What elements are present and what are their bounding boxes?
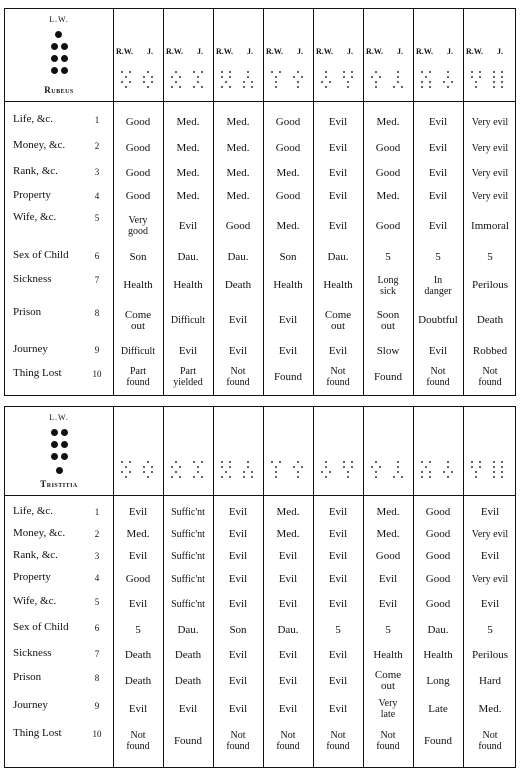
figure-dot: [51, 453, 58, 460]
table-cell: Evil: [328, 505, 348, 518]
table-cell: Evil: [328, 166, 348, 179]
table-cell: Robbed: [472, 344, 508, 357]
row-label: Money, &c.: [13, 527, 66, 539]
row-label: Prison: [13, 671, 42, 683]
column-divider: [463, 9, 464, 395]
table-cell: 5: [335, 623, 341, 636]
table-cell: Evil: [228, 597, 248, 610]
table-cell: Good: [125, 141, 151, 154]
table-cell: 5: [385, 623, 391, 636]
figure-dot: [61, 441, 68, 448]
table-cell: Late: [428, 702, 448, 715]
table-cell: Good: [425, 597, 451, 610]
row-label: Rank, &c.: [13, 165, 58, 177]
figure-dot: [61, 429, 68, 436]
table-cell: Med.: [226, 115, 250, 128]
table-cell: Death: [476, 314, 504, 326]
table-cell: Evil: [128, 597, 148, 610]
table-cell: Good: [425, 549, 451, 562]
table-cell: Suffic'nt: [171, 506, 205, 518]
table-cell: Not found: [426, 366, 450, 388]
table-cell: Evil: [480, 549, 500, 562]
table-cell: Evil: [480, 597, 500, 610]
table-cell: Good: [125, 115, 151, 128]
table-cell: Evil: [328, 702, 348, 715]
table-cell: Evil: [278, 314, 298, 326]
table-cell: 5: [487, 623, 493, 636]
j-header: J.: [247, 47, 253, 56]
geomantic-figure-icon: [5, 429, 113, 479]
column-divider: [363, 9, 364, 395]
table-cell: Good: [125, 166, 151, 179]
table-cell: Death: [174, 648, 202, 661]
row-number: 1: [94, 115, 100, 125]
table-cell: Part yielded: [173, 366, 203, 388]
j-header: J.: [297, 47, 303, 56]
table-cell: Dau.: [227, 250, 249, 263]
table-cell: Evil: [228, 572, 248, 585]
table-cell: Evil: [328, 189, 348, 202]
j-header: J.: [497, 47, 503, 56]
table-cell: Evil: [228, 674, 248, 687]
row-number: 9: [94, 701, 100, 711]
table-cell: Evil: [228, 314, 248, 326]
table-cell: Med.: [376, 189, 400, 202]
table-cell: Very evil: [471, 573, 509, 585]
column-divider: [413, 9, 414, 395]
table-cell: Evil: [178, 702, 198, 715]
row-number: 8: [94, 673, 100, 683]
table-cell: Very evil: [471, 190, 509, 202]
table-cell: Evil: [428, 166, 448, 179]
figure-dot: [61, 67, 68, 74]
row-number: 7: [94, 275, 100, 285]
row-number: 10: [92, 369, 102, 379]
row-number: 2: [94, 141, 100, 151]
table-cell: Very evil: [471, 528, 509, 540]
column-divider: [163, 9, 164, 395]
row-number: 10: [92, 729, 102, 739]
table-cell: Health: [173, 279, 203, 291]
column-divider: [213, 9, 214, 395]
table-cell: Perilous: [471, 279, 509, 291]
table-cell: Evil: [228, 702, 248, 715]
table-cell: Evil: [228, 549, 248, 562]
row-label: Journey: [13, 699, 48, 711]
table-cell: Evil: [328, 115, 348, 128]
table-cell: Good: [375, 219, 401, 232]
table-cell: Evil: [278, 344, 298, 357]
table-cell: Not found: [226, 730, 250, 752]
table-cell: Long: [426, 674, 450, 687]
table-cell: Evil: [278, 648, 298, 661]
row-number: 5: [94, 597, 100, 607]
table-cell: Good: [275, 189, 301, 202]
table-cell: Not found: [326, 366, 350, 388]
table-header: [5, 9, 515, 102]
row-label: Thing Lost: [13, 367, 62, 379]
table-cell: Evil: [278, 549, 298, 562]
table-cell: Good: [425, 505, 451, 518]
table-cell: Evil: [228, 527, 248, 540]
table-cell: Med.: [478, 702, 502, 715]
table-cell: Dau.: [327, 250, 349, 263]
table-cell: Med.: [176, 189, 200, 202]
table-cell: Good: [425, 572, 451, 585]
table-cell: Part found: [126, 366, 150, 388]
table-cell: Not found: [478, 730, 502, 752]
table-cell: Evil: [178, 219, 198, 232]
column-divider: [313, 9, 314, 395]
table-cell: Med.: [176, 115, 200, 128]
table-cell: Not found: [126, 730, 150, 752]
row-number: 2: [94, 529, 100, 539]
row-label: Sex of Child: [13, 249, 69, 261]
table-cell: Evil: [328, 572, 348, 585]
figure-dot: [51, 67, 58, 74]
tristitia-table: [4, 406, 516, 768]
row-label: Life, &c.: [13, 113, 54, 125]
table-cell: Evil: [378, 597, 398, 610]
table-cell: Health: [123, 279, 153, 291]
table-cell: Death: [124, 674, 152, 687]
column-divider: [263, 9, 264, 395]
table-cell: Immoral: [471, 219, 509, 232]
row-number: 5: [94, 213, 100, 223]
rw-header: R.W.: [116, 47, 134, 56]
rw-header: R.W.: [316, 47, 334, 56]
row-number: 6: [94, 251, 100, 261]
table-cell: Med.: [126, 527, 150, 540]
table-cell: Difficult: [170, 315, 206, 326]
table-cell: 5: [435, 250, 441, 263]
table-cell: Dau.: [177, 250, 199, 263]
row-number: 4: [94, 573, 100, 583]
table-cell: Soon out: [376, 308, 400, 332]
table-cell: Med.: [226, 141, 250, 154]
table-cell: Son: [229, 623, 247, 636]
table-cell: Evil: [228, 505, 248, 518]
j-header: J.: [397, 47, 403, 56]
table-cell: Found: [373, 370, 403, 383]
table-cell: 5: [487, 250, 493, 263]
table-cell: Evil: [428, 344, 448, 357]
row-label: Money, &c.: [13, 139, 66, 151]
table-cell: Suffic'nt: [171, 573, 205, 585]
table-cell: Death: [224, 279, 252, 291]
rw-header: R.W.: [216, 47, 234, 56]
table-cell: Evil: [428, 141, 448, 154]
geomantic-figure-icon: [5, 31, 113, 81]
table-cell: Evil: [128, 505, 148, 518]
row-label: Property: [13, 571, 51, 583]
row-label: Sex of Child: [13, 621, 69, 633]
table-cell: Med.: [276, 166, 300, 179]
table-cell: Evil: [328, 648, 348, 661]
table-cell: Evil: [278, 597, 298, 610]
table-cell: Evil: [278, 572, 298, 585]
row-number: 3: [94, 167, 100, 177]
figure-dot: [51, 429, 58, 436]
table-cell: Come out: [374, 669, 402, 692]
table-cell: Come out: [124, 308, 152, 332]
row-label: Life, &c.: [13, 505, 54, 517]
table-cell: 5: [385, 250, 391, 263]
table-cell: Not found: [276, 730, 300, 752]
figure-dot: [56, 467, 63, 474]
table-cell: Very late: [378, 698, 398, 720]
table-cell: Evil: [128, 549, 148, 562]
table-cell: Death: [124, 648, 152, 661]
table-cell: Evil: [428, 219, 448, 232]
row-number: 6: [94, 623, 100, 633]
table-cell: Med.: [276, 219, 300, 232]
rubeus-table: [4, 8, 516, 396]
table-cell: Evil: [278, 674, 298, 687]
table-cell: Dau.: [177, 623, 199, 636]
table-cell: Son: [279, 250, 297, 263]
table-cell: Good: [225, 219, 251, 232]
row-number: 3: [94, 551, 100, 561]
table-cell: Health: [273, 279, 303, 291]
table-cell: Found: [273, 370, 303, 383]
figure-dot: [61, 453, 68, 460]
table-cell: Evil: [128, 702, 148, 715]
lw-label: L.W.: [49, 15, 69, 24]
table-cell: Evil: [328, 527, 348, 540]
table-cell: Good: [125, 572, 151, 585]
table-cell: Med.: [226, 166, 250, 179]
table-cell: Found: [173, 734, 203, 747]
table-cell: Med.: [376, 527, 400, 540]
table-cell: Evil: [428, 189, 448, 202]
row-label: Sickness: [13, 647, 52, 659]
row-label: Prison: [13, 306, 42, 318]
table-cell: Hard: [479, 674, 501, 687]
table-cell: Evil: [228, 344, 248, 357]
table-cell: Evil: [480, 505, 500, 518]
table-cell: Slow: [376, 344, 400, 357]
table-cell: Evil: [428, 115, 448, 128]
table-cell: Long sick: [377, 274, 399, 297]
row-label: Thing Lost: [13, 727, 62, 739]
table-cell: Evil: [328, 597, 348, 610]
table-cell: In danger: [424, 274, 452, 297]
table-cell: Good: [375, 549, 401, 562]
figure-box: [5, 9, 113, 101]
figure-dot: [61, 43, 68, 50]
table-header: [5, 407, 515, 496]
table-cell: Evil: [328, 344, 348, 357]
table-cell: Evil: [328, 141, 348, 154]
j-header: J.: [147, 47, 153, 56]
table-cell: Very evil: [471, 142, 509, 154]
table-cell: Med.: [376, 505, 400, 518]
j-header: J.: [197, 47, 203, 56]
row-label: Rank, &c.: [13, 549, 58, 561]
table-cell: Good: [375, 141, 401, 154]
table-cell: Good: [125, 189, 151, 202]
table-cell: Med.: [176, 166, 200, 179]
rw-header: R.W.: [366, 47, 384, 56]
rw-header: R.W.: [266, 47, 284, 56]
row-label: Property: [13, 189, 51, 201]
figure-name: Rubeus: [44, 85, 74, 95]
row-number: 1: [94, 507, 100, 517]
table-cell: Doubtful: [418, 314, 458, 326]
figure-dot: [55, 31, 62, 38]
column-divider: [113, 9, 114, 395]
figure-dot: [61, 55, 68, 62]
table-cell: Son: [129, 250, 147, 263]
row-number: 7: [94, 649, 100, 659]
row-label: Sickness: [13, 273, 52, 285]
table-cell: Med.: [176, 141, 200, 154]
table-cell: Found: [423, 734, 453, 747]
row-label: Wife, &c.: [13, 211, 57, 223]
figure-dot: [51, 55, 58, 62]
table-cell: Evil: [278, 702, 298, 715]
table-cell: Perilous: [471, 648, 509, 661]
table-cell: 5: [135, 623, 141, 636]
row-label: Wife, &c.: [13, 595, 57, 607]
table-cell: Good: [425, 527, 451, 540]
table-cell: Health: [373, 648, 403, 661]
row-number: 4: [94, 191, 100, 201]
j-header: J.: [447, 47, 453, 56]
table-cell: Come out: [324, 308, 352, 332]
table-cell: Very good: [128, 215, 148, 237]
rw-header: R.W.: [166, 47, 184, 56]
figure-name: Tristitia: [40, 479, 78, 489]
rw-header: R.W.: [416, 47, 434, 56]
table-cell: Med.: [276, 527, 300, 540]
table-cell: Good: [275, 141, 301, 154]
figure-dot: [51, 43, 58, 50]
table-cell: Evil: [328, 549, 348, 562]
figure-box: [5, 407, 113, 495]
table-cell: Suffic'nt: [171, 528, 205, 540]
table-cell: Med.: [276, 505, 300, 518]
table-cell: Very evil: [471, 167, 509, 179]
table-cell: Good: [275, 115, 301, 128]
table-cell: Very evil: [471, 116, 509, 128]
table-cell: Evil: [328, 674, 348, 687]
table-cell: Difficult: [120, 345, 156, 357]
row-number: 8: [94, 308, 100, 318]
table-cell: Med.: [376, 115, 400, 128]
table-cell: Not found: [376, 730, 400, 752]
row-number: 9: [94, 345, 100, 355]
table-cell: Not found: [326, 730, 350, 752]
table-cell: Evil: [178, 344, 198, 357]
table-cell: Not found: [478, 366, 502, 388]
lw-label: L.W.: [49, 413, 69, 422]
table-cell: Evil: [378, 572, 398, 585]
table-cell: Dau.: [427, 623, 449, 636]
table-cell: Health: [323, 279, 353, 291]
table-cell: Evil: [228, 648, 248, 661]
j-header: J.: [347, 47, 353, 56]
table-cell: Evil: [328, 219, 348, 232]
table-cell: Death: [174, 674, 202, 687]
table-cell: Suffic'nt: [171, 550, 205, 562]
figure-dot: [51, 441, 58, 448]
rw-header: R.W.: [466, 47, 484, 56]
table-cell: Good: [375, 166, 401, 179]
table-cell: Dau.: [277, 623, 299, 636]
table-cell: Health: [423, 648, 453, 661]
table-cell: Suffic'nt: [171, 598, 205, 610]
row-label: Journey: [13, 343, 48, 355]
table-cell: Not found: [226, 366, 250, 388]
table-cell: Med.: [226, 189, 250, 202]
